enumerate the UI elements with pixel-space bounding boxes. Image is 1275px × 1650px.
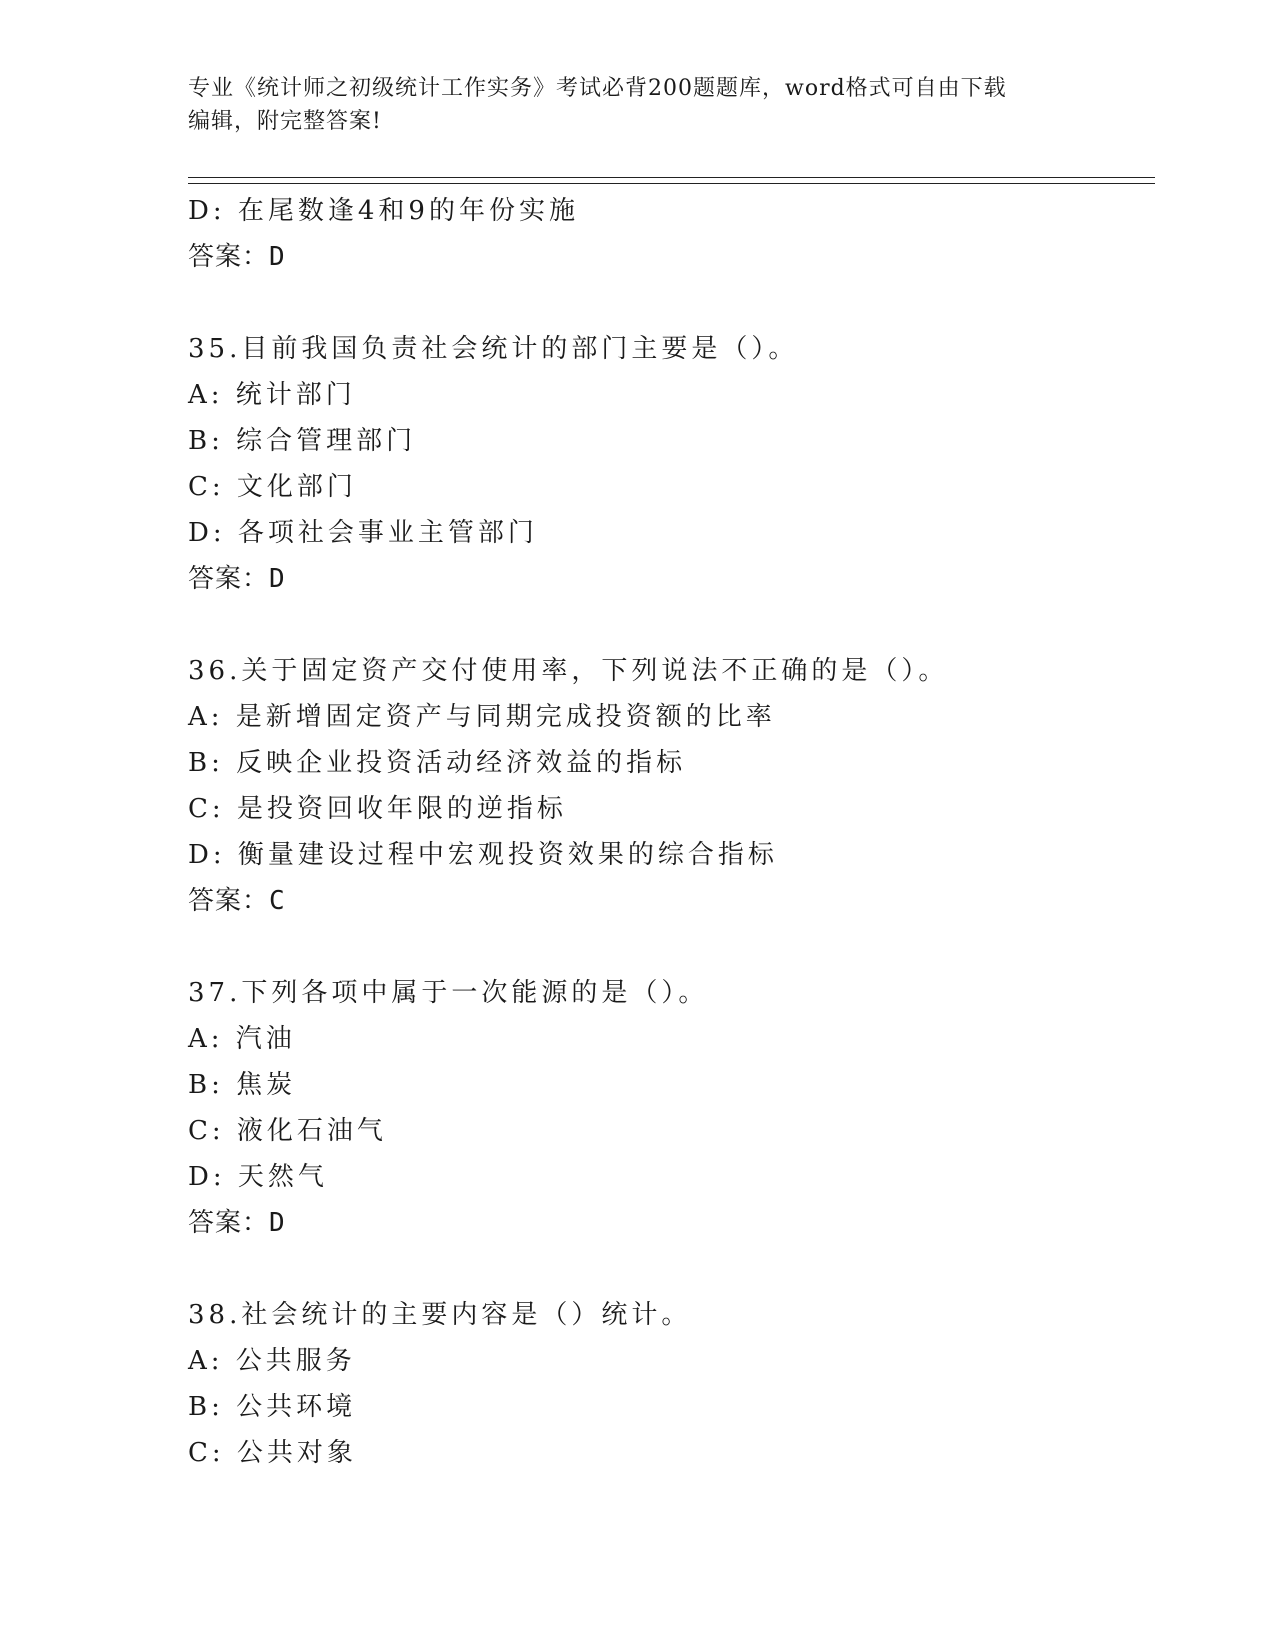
answer-line: [188, 1200, 1148, 1246]
answer-value: D: [269, 242, 286, 272]
option-c: C: 是投资回收年限的逆指标: [188, 794, 567, 824]
option-b: B: 焦炭: [188, 1070, 297, 1100]
option-a: A: 公共服务: [188, 1346, 356, 1376]
answer-value: C: [269, 886, 286, 916]
header-divider-bottom: [188, 183, 1155, 184]
option-a: A: 汽油: [188, 1024, 296, 1054]
option-d: D: 在尾数逢4和9的年份实施: [188, 196, 579, 226]
option-c: C: 文化部门: [188, 472, 357, 502]
spacer: [188, 1246, 1148, 1292]
answer-label: 答案：: [188, 886, 270, 916]
question-stem: 35.目前我国负责社会统计的部门主要是（）。: [188, 334, 799, 364]
question-stem: 36.关于固定资产交付使用率，下列说法不正确的是（）。: [188, 656, 949, 686]
question-stem: 37.下列各项中属于一次能源的是（）。: [188, 978, 709, 1008]
header-line-2: 编辑，附完整答案!: [188, 109, 382, 134]
question-stem: 38.社会统计的主要内容是（）统计。: [188, 1300, 692, 1330]
document-header: [188, 72, 1088, 138]
option-b: B: 公共环境: [188, 1392, 357, 1422]
spacer: [188, 602, 1148, 648]
spacer: [188, 924, 1148, 970]
answer-label: 答案：: [188, 564, 270, 594]
option-a: A: 统计部门: [188, 380, 356, 410]
answer-line: [188, 878, 1148, 924]
option-b: B: 反映企业投资活动经济效益的指标: [188, 748, 687, 778]
option-a: A: 是新增固定资产与同期完成投资额的比率: [188, 702, 776, 732]
answer-label: 答案：: [188, 1208, 270, 1238]
option-d: D: 天然气: [188, 1162, 328, 1192]
answer-label: 答案：: [188, 242, 270, 272]
option-c: C: 液化石油气: [188, 1116, 387, 1146]
option-d: D: 各项社会事业主管部门: [188, 518, 538, 548]
answer-value: D: [269, 1208, 286, 1238]
header-divider-top: [188, 177, 1155, 178]
option-c: C: 公共对象: [188, 1438, 357, 1468]
answer-value: D: [269, 564, 286, 594]
answer-line: [188, 234, 1148, 280]
option-d: D: 衡量建设过程中宏观投资效果的综合指标: [188, 840, 778, 870]
header-line-1: 专业《统计师之初级统计工作实务》考试必背200题题库，word格式可自由下载: [188, 76, 1007, 101]
option-b: B: 综合管理部门: [188, 426, 417, 456]
answer-line: [188, 556, 1148, 602]
question-list: [188, 188, 1148, 1476]
spacer: [188, 280, 1148, 326]
